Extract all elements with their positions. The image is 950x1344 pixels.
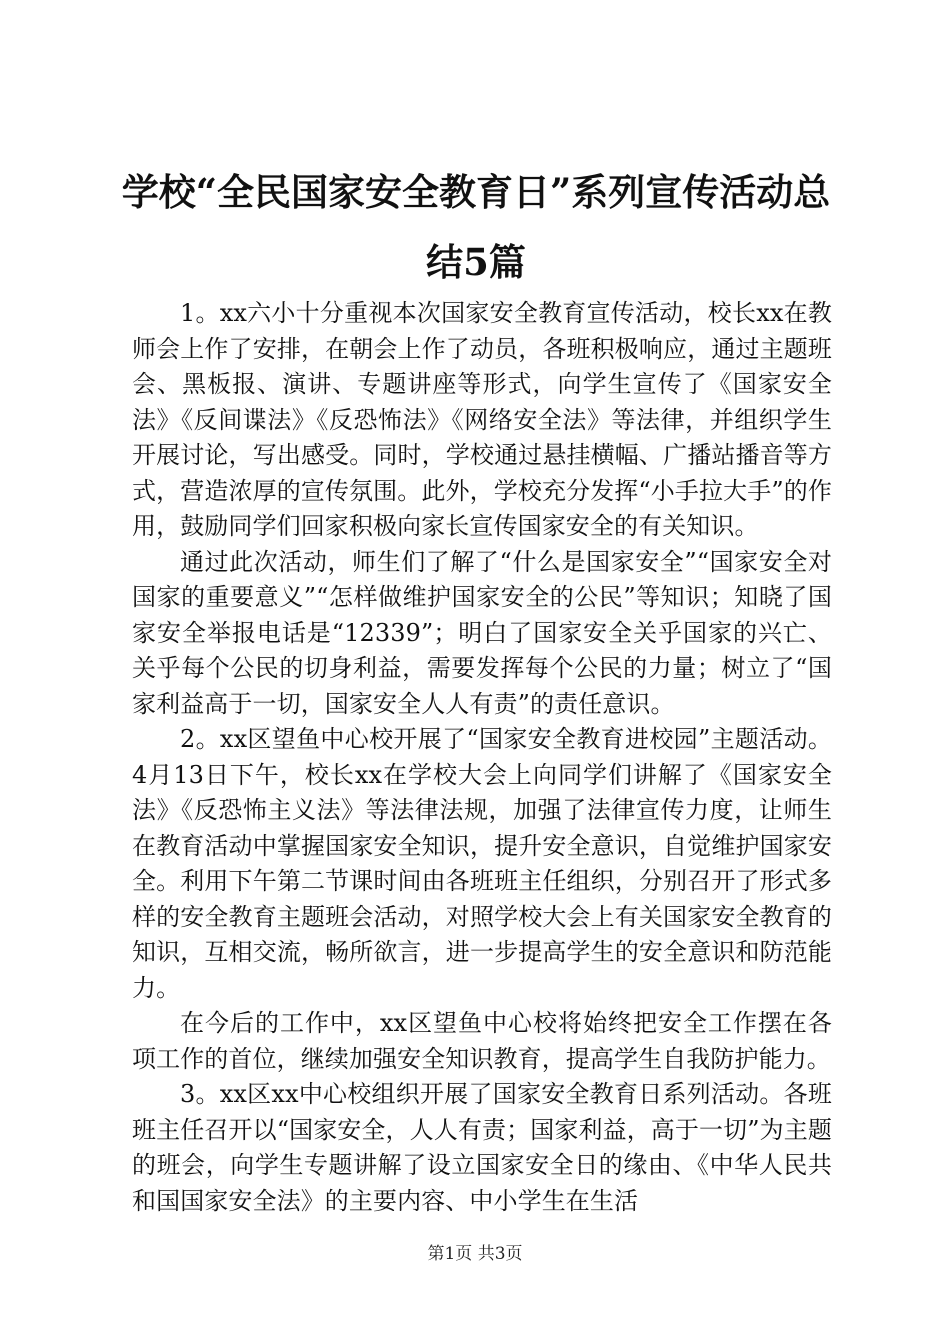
document-title: 学校“全民国家安全教育日”系列宣传活动总结5篇 — [121, 170, 831, 284]
document-body — [132, 296, 832, 1219]
paragraph-4: 在今后的工作中，xx区望鱼中心校将始终把安全工作摆在各项工作的首位，继续加强安全知识教育，提高学生自我防护能力。 — [132, 1009, 832, 1073]
paragraph-2: 通过此次活动，师生们了解了“什么是国家安全”“国家安全对国家的重要意义”“怎样做维护国家安全的公民”等知识；知晓了国家安全举报电话是“12339”；明白了国家安全关乎国家的兴亡、关乎每个公民的切身利益，需要发挥每个公民的力量；树立了“国家利益高于一切，国家安全人人有责”的责任意识。 — [132, 547, 832, 718]
paragraph-3: 2。xx区望鱼中心校开展了“国家安全教育进校园”主题活动。4月13日下午，校长xx在学校大会上向同学们讲解了《国家安全法》《反恐怖主义法》等法律法规，加强了法律宣传力度，让师生在教育活动中掌握国家安全知识，提升安全意识，自觉维护国家安全。利用下午第二节课时间由各班班主任组织，分别召开了形式多样的安全教育主题班会活动，对照学校大会上有关国家安全教育的知识，互相交流，畅所欲言，进一步提高学生的安全意识和防范能力。 — [132, 725, 832, 1002]
page-footer: 第1页 共3页 — [427, 1244, 523, 1264]
paragraph-1: 1。xx六小十分重视本次国家安全教育宣传活动，校长xx在教师会上作了安排，在朝会上作了动员，各班积极响应，通过主题班会、黑板报、演讲、专题讲座等形式，向学生宣传了《国家安全法》《反间谍法》《反恐怖法》《网络安全法》等法律，并组织学生开展讨论，写出感受。同时，学校通过悬挂横幅、广播站播音等方式，营造浓厚的宣传氛围。此外，学校充分发挥“小手拉大手”的作用，鼓励同学们回家积极向家长宣传国家安全的有关知识。 — [132, 299, 832, 540]
paragraph-5: 3。xx区xx中心校组织开展了国家安全教育日系列活动。各班班主任召开以“国家安全，人人有责；国家利益，高于一切”为主题的班会，向学生专题讲解了设立国家安全日的缘由、《中华人民共和国国家安全法》的主要内容、中小学生在生活 — [132, 1080, 832, 1215]
